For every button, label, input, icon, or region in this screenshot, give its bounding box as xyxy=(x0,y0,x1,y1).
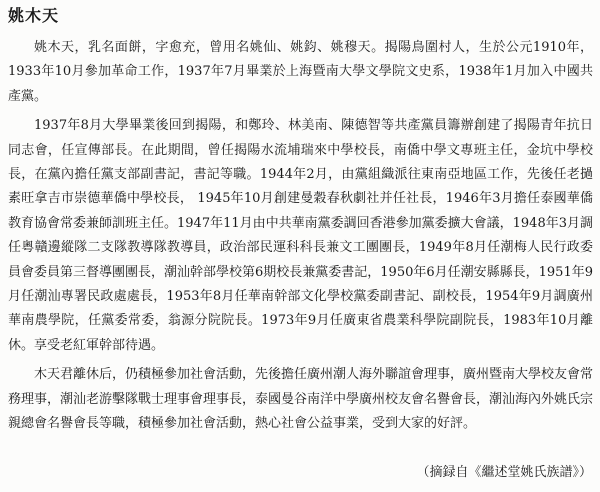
biography-body xyxy=(8,36,593,437)
paragraph-early-life: 姚木天，乳名面餅，字愈充，曾用名姚仙、姚鈞、姚穆天。揭陽鳥圍村人，生於公元1910年，1933年10月參加革命工作，1937年7月畢業於上海暨南大學文學院文史系，1938年1月加入中國共產黨。 xyxy=(8,40,593,104)
paragraph-retirement: 木天君離休后，仍積極參加社會活動，先後擔任廣州潮人海外聯誼會理事，廣州暨南大學校友會常務理事，潮汕老游擊隊戰士理事會理事長，泰國曼谷南洋中學廣州校友會名譽會長，潮汕海內外姚氏宗親總會名譽會長等職，積極參加社會活動，熱心社會公益事業，受到大家的好評。 xyxy=(8,367,594,432)
document-title: 姚木天 xyxy=(8,6,60,25)
paragraph-career: 1937年8月大學畢業後回到揭陽，和鄭玲、林美南、陳德智等共產黨員籌辦創建了揭陽青年抗日同志會，任宣傳部長。在此期間，曾任揭陽水流埔瑞來中學校長，南僑中學文專班主任，金坑中學校長，在黨內擔任黨支部副書記，書記等職。1944年2月，由黨組織派往東南亞地區工作，先後任老撾素旺拿吉市崇德華僑中學校長， 1945年10月創建曼穀春秋劇社并任社長，1946年3月擔任泰國華僑教育協會常委兼師訓班主任。1947年11月由中共華南黨委調回香港參加黨委擴大會議，1948年3月調任粵贛邊縱隊二支隊教導隊教導員，政治部民運科科長兼文工團團長，1949年8月任潮梅人民行政委員會委員第三督導團團長，潮汕幹部學校第6期校長兼黨委書記，1950年6月任潮安縣縣長，1951年9月任潮汕專署民政處處長，1953年8月任華南幹部文化學校黨委副書記、副校長，1954年9月調廣州華南農學院，任黨委常委，翁源分院院長。1973年9月任廣東省農業科學院副院長，1983年10月離休。享受老紅軍幹部待遇。 xyxy=(8,118,593,353)
source-citation: （摘録自《繼述堂姚氏族譜》） xyxy=(416,465,592,480)
